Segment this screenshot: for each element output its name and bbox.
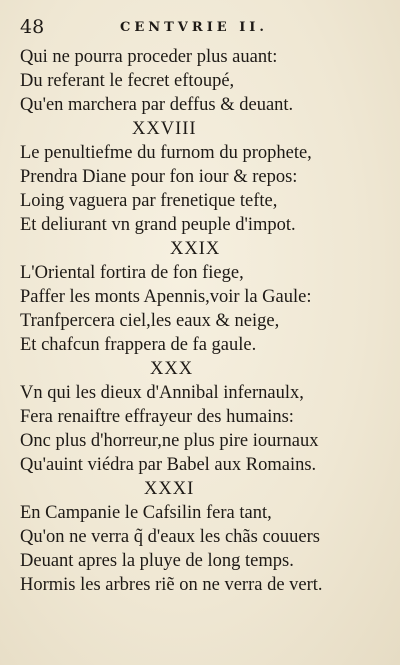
quatrain-30	[20, 357, 390, 477]
page-number: 48	[20, 16, 45, 38]
verse-line: Vn qui les dieux d'Annibal infernaulx,	[20, 383, 304, 403]
verse-line: Qu'on ne verra q̃ d'eaux les chãs couuers	[20, 527, 320, 547]
quatrain-number: XXVIII	[132, 119, 197, 139]
quatrain-number: XXIX	[170, 239, 221, 259]
verse-line: Prendra Diane pour fon iour & repos:	[20, 167, 298, 187]
verse-line: Qu'en marchera par deffus & deuant.	[20, 95, 294, 115]
verse-line: En Campanie le Cafsilin fera tant,	[20, 503, 272, 523]
quatrain-28	[20, 117, 390, 237]
quatrain-31	[20, 477, 390, 597]
running-head: CENTVRIE II.	[120, 20, 268, 35]
quatrain-29	[20, 237, 390, 357]
verse-line: Hormis les arbres riẽ on ne verra de vert.	[20, 575, 323, 595]
verse-line: Et chafcun frappera de fa gaule.	[20, 335, 257, 355]
verse-line: Le penultiefme du furnom du prophete,	[20, 143, 312, 163]
verse-line: Du referant le fecret eftoupé,	[20, 71, 235, 91]
verse-line: Fera renaiftre effrayeur des humains:	[20, 407, 294, 427]
verse-line: Deuant apres la pluye de long temps.	[20, 551, 294, 571]
verse-text	[20, 45, 390, 597]
verse-line: Qui ne pourra proceder plus auant:	[20, 47, 278, 67]
quatrain-continuation	[20, 45, 390, 117]
verse-line: Onc plus d'horreur,ne plus pire iournaux	[20, 431, 319, 451]
verse-line: Paffer les monts Apennis,voir la Gaule:	[20, 287, 312, 307]
quatrain-number: XXXI	[144, 479, 195, 499]
verse-line: L'Oriental fortira de fon fiege,	[20, 263, 244, 283]
page-header	[20, 16, 380, 38]
verse-line: Tranfpercera ciel,les eaux & neige,	[20, 311, 280, 331]
verse-line: Qu'auint viédra par Babel aux Romains.	[20, 455, 317, 475]
quatrain-number: XXX	[150, 359, 194, 379]
verse-line: Et deliurant vn grand peuple d'impot.	[20, 215, 296, 235]
verse-line: Loing vaguera par frenetique tefte,	[20, 191, 278, 211]
